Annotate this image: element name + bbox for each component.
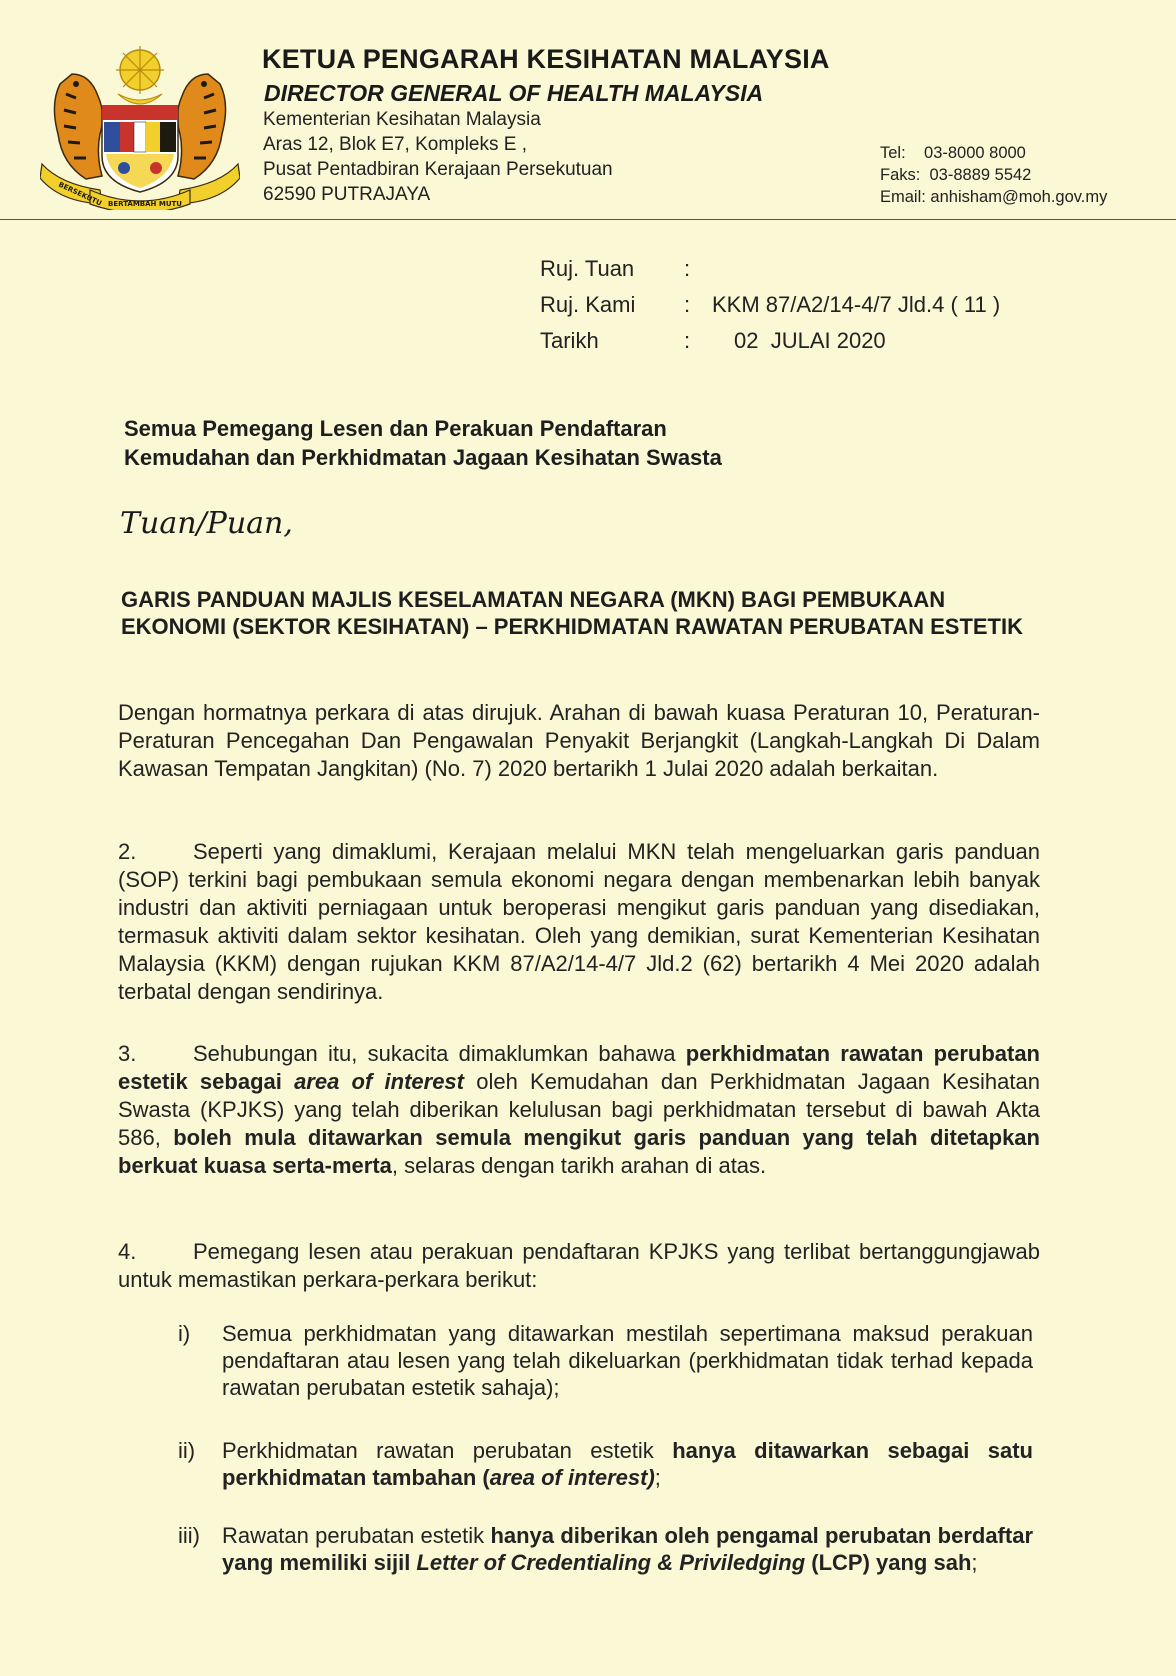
paragraph-2-text: Seperti yang dimaklumi, Kerajaan melalui MKN telah mengeluarkan garis panduan (SOP) terkini bagi pembukaan semula ekonomi negara dengan membenarkan lebih banyak industri dan aktiviti perniagaan untuk beroperasi mengikut garis panduan yang disediakan, termasuk aktiviti dalam sektor kesihatan. Oleh yang demikian, surat Kementerian Kesihatan Malaysia (KKM) dengan rujukan KKM 87/A2/14-4/7 Jld.2 (62) bertarikh 4 Mei 2020 adalah terbatal dengan sendirinya. <box>118 839 1040 1004</box>
address-line: 62590 PUTRAJAYA <box>263 184 431 205</box>
shield-icon <box>102 106 178 192</box>
ref-colon: : <box>684 328 691 353</box>
paragraph-3 <box>118 1040 1040 1180</box>
list-item-bold: hanya diberikan oleh pengamal perubatan berdaftar yang memiliki sijil <box>222 1523 1034 1575</box>
paragraph-3-text: Sehubungan itu, sukacita dimaklumkan bahawa <box>193 1041 686 1066</box>
star-crescent-icon <box>116 46 164 104</box>
letterhead-title: KETUA PENGARAH KESIHATAN MALAYSIA <box>262 44 830 74</box>
list-item-text: Semua perkhidmatan yang ditawarkan mestilah sepertimana maksud perakuan pendaftaran atau lesen yang telah dikeluarkan (perkhidmatan tidak terhad kepada rawatan perubatan estetik sahaja); <box>222 1321 1033 1400</box>
paragraph-3-bold-italic: area of interest <box>294 1069 464 1094</box>
paragraph-number: 3. <box>118 1041 137 1066</box>
telephone: Tel: 03-8000 8000 <box>880 144 1026 162</box>
right-tiger-icon <box>177 74 225 179</box>
paragraph-number: 4. <box>118 1239 137 1264</box>
recipient-line: Kemudahan dan Perkhidmatan Jagaan Kesihatan Swasta <box>124 445 722 470</box>
coat-of-arms-logo <box>40 44 240 210</box>
ref-label-tuan: Ruj. Tuan <box>540 256 635 281</box>
list-item-bold: hanya ditawarkan sebagai satu perkhidmatan tambahan ( <box>222 1438 1033 1490</box>
address-line: Pusat Pentadbiran Kerajaan Persekutuan <box>263 159 613 180</box>
paragraph-3-text: oleh Kemudahan dan Perkhidmatan Jagaan Kesihatan Swasta (KPJKS) yang telah diberikan kelulusan bagi perkhidmatan tersebut di bawah Akta 586, <box>118 1069 1040 1150</box>
list-item-bold-italic: area of interest) <box>489 1465 655 1490</box>
left-tiger-icon <box>54 74 102 179</box>
paragraph-2 <box>118 838 1040 1006</box>
paragraph-3-text: , selaras dengan tarikh arahan di atas. <box>391 1153 767 1178</box>
header-divider <box>0 219 1176 220</box>
list-item-text-part: Perkhidmatan rawatan perubatan estetik <box>222 1438 673 1463</box>
address-block <box>263 107 613 207</box>
ribbon-text-left: BERSEKUTU <box>57 180 103 208</box>
ref-label-tarikh: Tarikh <box>540 328 599 353</box>
list-item-iii <box>178 1522 1033 1576</box>
paragraph-number: 2. <box>118 839 137 864</box>
fax: Faks: 03-8889 5542 <box>880 166 1032 184</box>
ref-label-kami: Ruj. Kami <box>540 292 636 317</box>
list-item-bold-italic: Letter of Credentialing & Priviledging <box>416 1550 806 1575</box>
recipient-line: Semua Pemegang Lesen dan Perakuan Pendaftaran <box>124 416 667 441</box>
ref-value-date: 02 JULAI 2020 <box>734 328 886 353</box>
list-item-number: ii) <box>178 1438 196 1463</box>
paragraph-3-bold: perkhidmatan rawatan perubatan estetik sebagai <box>118 1041 1040 1094</box>
paragraph-1: Dengan hormatnya perkara di atas dirujuk. Arahan di bawah kuasa Peraturan 10, Peraturan-Peraturan Pencegahan Dan Pengawalan Penyakit Berjangkit (Langkah-Langkah Di Dalam Kawasan Tempatan Jangkitan) (No. 7) 2020 bertarikh 1 Julai 2020 adalah berkaitan. <box>118 700 1040 781</box>
list-item-text <box>222 1522 1033 1576</box>
paragraph-3-bold: boleh mula ditawarkan semula mengikut garis panduan yang telah ditetapkan berkuat kuasa serta-merta <box>118 1125 1040 1178</box>
salutation: Tuan/Puan, <box>120 506 293 541</box>
ref-colon: : <box>684 256 691 281</box>
ref-colon: : <box>684 292 691 317</box>
list-item-ii <box>178 1437 1033 1491</box>
list-item-text <box>222 1437 1033 1491</box>
contact-block <box>880 142 1107 208</box>
list-item-number: iii) <box>178 1523 200 1548</box>
address-line: Kementerian Kesihatan Malaysia <box>263 109 541 130</box>
email[interactable]: Email: anhisham@moh.gov.my <box>880 188 1108 206</box>
list-item-text-part: ; <box>654 1465 661 1490</box>
address-line: Aras 12, Blok E7, Kompleks E , <box>263 134 528 155</box>
letterhead-subtitle: DIRECTOR GENERAL OF HEALTH MALAYSIA <box>264 80 764 106</box>
ribbon-text-right: BERTAMBAH MUTU <box>108 200 182 208</box>
ref-value-kami: KKM 87/A2/14-4/7 Jld.4 ( 11 ) <box>712 292 1001 317</box>
recipient-block <box>124 414 722 472</box>
list-item-i <box>178 1320 1033 1401</box>
list-item-text-part: Rawatan perubatan estetik <box>222 1523 491 1548</box>
list-item-text-part: ; <box>971 1550 978 1575</box>
paragraph-4-text: Pemegang lesen atau perakuan pendaftaran KPJKS yang terlibat bertanggungjawab untuk memastikan perkara-perkara berikut: <box>118 1239 1040 1292</box>
list-item-number: i) <box>178 1321 191 1346</box>
paragraph-4 <box>118 1238 1040 1294</box>
subject-heading: GARIS PANDUAN MAJLIS KESELAMATAN NEGARA (MKN) BAGI PEMBUKAAN EKONOMI (SEKTOR KESIHATAN) – PERKHIDMATAN RAWATAN PERUBATAN ESTETIK <box>121 587 1023 639</box>
list-item-bold: (LCP) yang sah <box>805 1550 972 1575</box>
